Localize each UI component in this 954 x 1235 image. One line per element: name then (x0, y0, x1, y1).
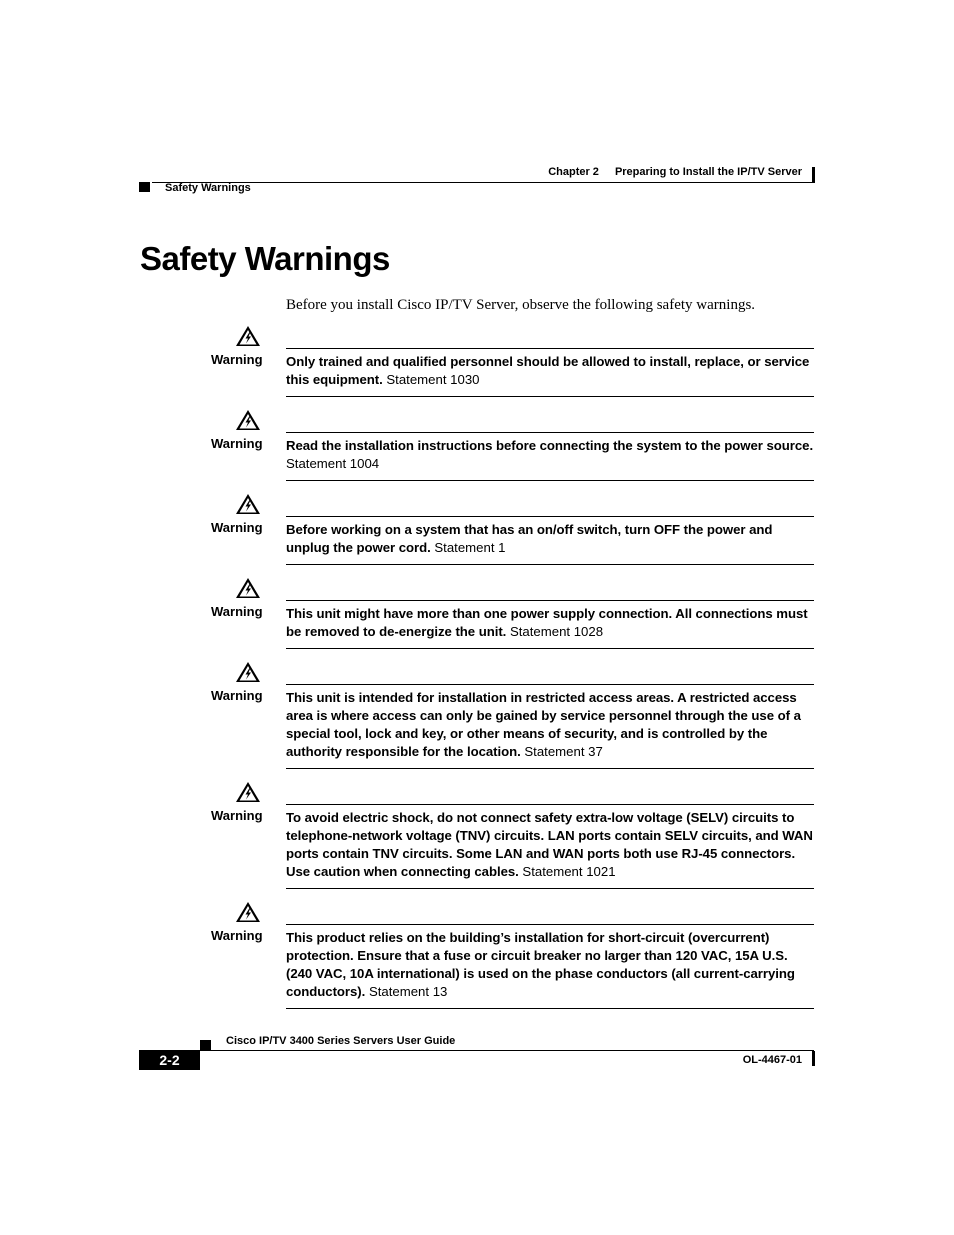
warning-message: Before working on a system that has an on/off switch, turn OFF the power and unplug the power cord. (286, 522, 773, 555)
warning-icon (235, 781, 261, 803)
header-chapter-number: Chapter 2 (548, 166, 599, 178)
warning-icon (235, 661, 261, 683)
warning-label: Warning (211, 520, 263, 535)
header-rule (152, 182, 814, 183)
warning-text (286, 924, 814, 1009)
warning-label: Warning (211, 436, 263, 451)
warning-statement: Statement 13 (368, 984, 448, 999)
warning-statement: Statement 1030 (386, 372, 480, 387)
warning-message: Only trained and qualified personnel should be allowed to install, replace, or service this equipment. (286, 354, 810, 387)
warning-icon (235, 493, 261, 515)
warning-label: Warning (211, 808, 263, 823)
warning-text (286, 516, 814, 565)
header-right-bar (812, 167, 815, 183)
warning-text (286, 348, 814, 397)
warning-label: Warning (211, 352, 263, 367)
warning-statement: Statement 1021 (522, 864, 616, 879)
warning-icon (235, 901, 261, 923)
footer-doc-number: OL-4467-01 (742, 1054, 802, 1066)
warning-message: Read the installation instructions before connecting the system to the power source. (286, 438, 814, 453)
footer-marker (200, 1040, 211, 1050)
warning-statement: Statement 1028 (509, 624, 604, 639)
warning-icon (235, 577, 261, 599)
warning-text (286, 804, 814, 889)
warning-text (286, 600, 814, 649)
footer-right-bar (812, 1051, 815, 1066)
page-title: Safety Warnings (140, 240, 390, 277)
warning-text (286, 684, 814, 769)
warning-statement: Statement 1 (434, 540, 506, 555)
warning-label: Warning (211, 928, 263, 943)
warning-message: This product relies on the building’s installation for short-circuit (overcurrent) protection. Ensure that a fuse or circuit breaker no larger than 120 VAC, 15A U.S. (240 VAC, 10A international) is used on the phase conductors (all current-carrying conductors). (286, 930, 795, 999)
header-chapter-title: Preparing to Install the IP/TV Server (614, 166, 802, 178)
warning-label: Warning (211, 604, 263, 619)
warning-message: To avoid electric shock, do not connect safety extra-low voltage (SELV) circuits to telephone-network voltage (TNV) circuits. LAN ports contain SELV circuits, and WAN ports contain TNV circuits. Some LAN and WAN ports both use RJ-45 connectors. Use caution when connecting cables. (286, 810, 813, 879)
warning-icon (235, 325, 261, 347)
header-section: Safety Warnings (165, 182, 251, 194)
footer-rule (140, 1050, 814, 1051)
warning-icon (235, 409, 261, 431)
warning-statement: Statement 1004 (286, 456, 380, 471)
intro-paragraph: Before you install Cisco IP/TV Server, observe the following safety warnings. (286, 297, 756, 313)
warning-statement: Statement 37 (524, 744, 603, 759)
header-section-marker (139, 182, 150, 192)
warning-message: This unit is intended for installation in restricted access areas. A restricted access area is where access can only be gained by service personnel through the use of a special tool, lock and key, or other means of security, and is controlled by the authority responsible for the location. (286, 690, 801, 759)
warning-text (286, 432, 814, 481)
page-number: 2-2 (139, 1050, 200, 1070)
header-chapter (548, 166, 802, 178)
warning-label: Warning (211, 688, 263, 703)
warning-message: This unit might have more than one power supply connection. All connections must be removed to de-energize the unit. (286, 606, 808, 639)
footer-guide-title: Cisco IP/TV 3400 Series Servers User Guide (226, 1035, 456, 1047)
